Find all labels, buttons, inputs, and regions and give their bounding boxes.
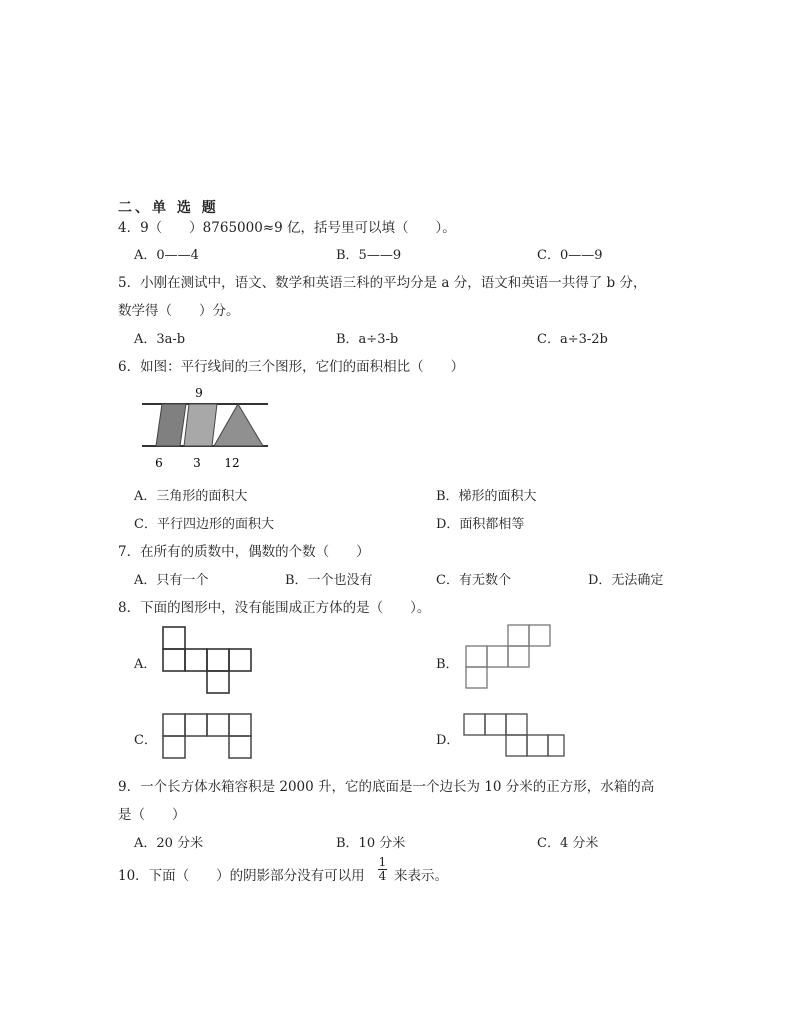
fraction-one-quarter	[378, 857, 387, 882]
question-7-option-a[interactable]: A．只有一个	[134, 573, 209, 588]
question-6-stem: 6．如图：平行线间的三个图形，它们的面积相比（ ）	[118, 359, 465, 375]
cube-net-c	[162, 713, 256, 763]
triangle-shape	[214, 404, 263, 446]
question-8-option-b[interactable]: B．	[436, 657, 459, 672]
question-8-option-c[interactable]: C．	[134, 733, 157, 748]
question-8-option-d[interactable]: D．	[436, 733, 460, 748]
cube-net-d	[463, 713, 567, 763]
question-7-option-d[interactable]: D．无法确定	[588, 573, 664, 588]
question-5-option-a[interactable]: A．3a-b	[134, 332, 186, 347]
question-6-option-d[interactable]: D．面积都相等	[436, 517, 525, 532]
question-4-option-a[interactable]: A．0——4	[134, 248, 199, 263]
section-title: 二、单 选 题	[118, 200, 219, 216]
cube-net-b	[465, 624, 557, 694]
question-4-option-c[interactable]: C．0——9	[537, 248, 603, 263]
question-5-stem-line1: 5．小刚在测试中，语文、数学和英语三科的平均分是 a 分，语文和英语一共得了 b 分，	[118, 275, 647, 291]
question-9-option-c[interactable]: C．4 分米	[537, 836, 599, 851]
fraction-denominator: 4	[378, 869, 387, 883]
question-9-option-b[interactable]: B．10 分米	[336, 836, 406, 851]
question-9-stem-line1: 9．一个长方体水箱容积是 2000 升，它的底面是一个边长为 10 分米的正方形，水箱的高	[118, 779, 655, 795]
question-10-stem-before: 10．下面（ ）的阴影部分没有可以用	[118, 868, 365, 884]
trapezoid-shape	[184, 404, 217, 446]
label-bottom-mid: 3	[193, 456, 201, 470]
question-8-stem: 8．下面的图形中，没有能围成正方体的是（ ）。	[118, 600, 431, 616]
question-8-option-a[interactable]: A．	[134, 657, 157, 672]
parallel-lines-figure	[140, 383, 270, 473]
label-top: 9	[195, 386, 203, 400]
question-5-stem-line2: 数学得（ ）分。	[118, 303, 240, 319]
label-bottom-right: 12	[224, 456, 240, 470]
fraction-numerator: 1	[378, 855, 387, 869]
question-10-stem-after: 来表示。	[394, 868, 448, 884]
question-7-option-b[interactable]: B．一个也没有	[285, 573, 373, 588]
question-7-stem: 7．在所有的质数中，偶数的个数（ ）	[118, 544, 370, 560]
question-5-option-c[interactable]: C．a÷3-2b	[537, 332, 608, 347]
question-4-stem: 4．9（ ）8765000≈9 亿，括号里可以填（ ）。	[118, 220, 456, 236]
cube-net-a	[162, 626, 256, 696]
question-9-option-a[interactable]: A．20 分米	[134, 836, 204, 851]
question-9-stem-line2: 是（ ）	[118, 807, 186, 823]
question-6-option-c[interactable]: C．平行四边形的面积大	[134, 517, 274, 532]
question-6-option-a[interactable]: A．三角形的面积大	[134, 489, 248, 504]
question-4-option-b[interactable]: B．5——9	[336, 248, 402, 263]
question-5-option-b[interactable]: B．a÷3-b	[336, 332, 399, 347]
question-7-option-c[interactable]: C．有无数个	[436, 573, 511, 588]
label-bottom-left: 6	[155, 456, 163, 470]
parallelogram-shape	[156, 404, 186, 446]
question-6-option-b[interactable]: B．梯形的面积大	[436, 489, 537, 504]
